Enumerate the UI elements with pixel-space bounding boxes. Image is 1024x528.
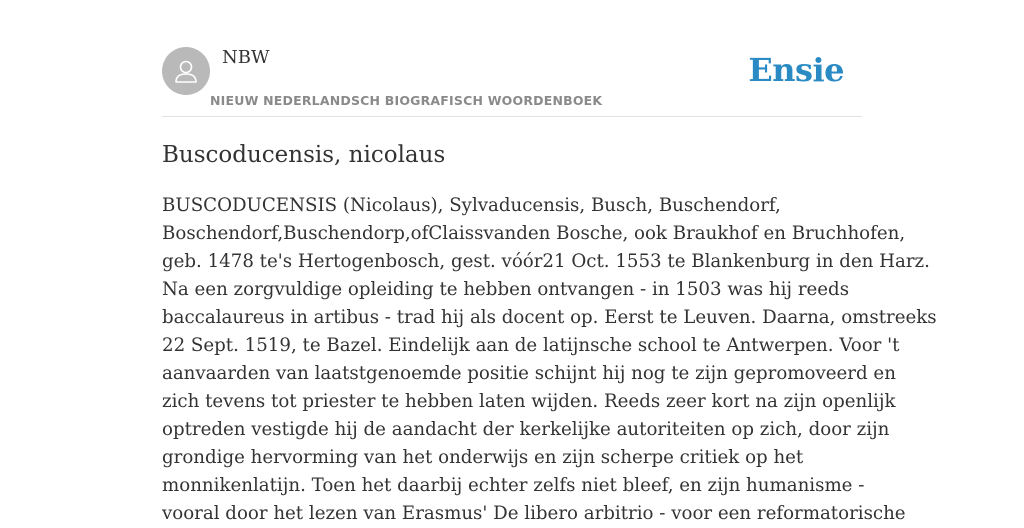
article-body: [162, 192, 937, 528]
avatar[interactable]: [162, 47, 210, 95]
body-line: BUSCODUCENSIS (Nicolaus), Sylvaducensis, Busch, Buschendorf,: [162, 195, 781, 216]
body-line: Na een zorgvuldige opleiding te hebben ontvangen - in 1503 was hij reeds: [162, 279, 850, 300]
author-name[interactable]: NBW: [222, 47, 270, 68]
body-line: vooral door het lezen van Erasmus' De libero arbitrio - voor een reformatorische: [162, 503, 906, 524]
body-line: monnikenlatijn. Toen het daarbij echter zelfs niet bleef, en zijn humanisme -: [162, 475, 865, 496]
header: [162, 46, 862, 117]
body-line: 22 Sept. 1519, te Bazel. Eindelijk aan de latijnsche school te Antwerpen. Voor 't: [162, 335, 900, 356]
body-line: aanvaarden van laatstgenoemde positie schijnt hij nog te zijn gepromoveerd en: [162, 363, 896, 384]
body-line: Boschendorf,Buschendorp,ofClaissvanden Bosche, ook Braukhof en Bruchhofen,: [162, 223, 906, 244]
article-title: Buscoducensis, nicolaus: [162, 142, 446, 168]
body-line: baccalaureus in artibus - trad hij als docent op. Eerst te Leuven. Daarna, omstreeks: [162, 307, 937, 328]
ensie-logo[interactable]: Ensie: [748, 51, 844, 89]
body-line: grondige hervorming van het onderwijs en zijn scherpe critiek op het: [162, 447, 804, 468]
body-line: optreden vestigde hij de aandacht der kerkelijke autoriteiten op zich, door zijn: [162, 419, 890, 440]
body-line: zich tevens tot priester te hebben laten wijden. Reeds zeer kort na zijn openlijk: [162, 391, 896, 412]
source-subtitle: NIEUW NEDERLANDSCH BIOGRAFISCH WOORDENBOEK: [210, 93, 603, 108]
body-line: geb. 1478 te's Hertogenbosch, gest. vóór21 Oct. 1553 te Blankenburg in den Harz.: [162, 251, 930, 272]
user-icon: [171, 56, 201, 86]
